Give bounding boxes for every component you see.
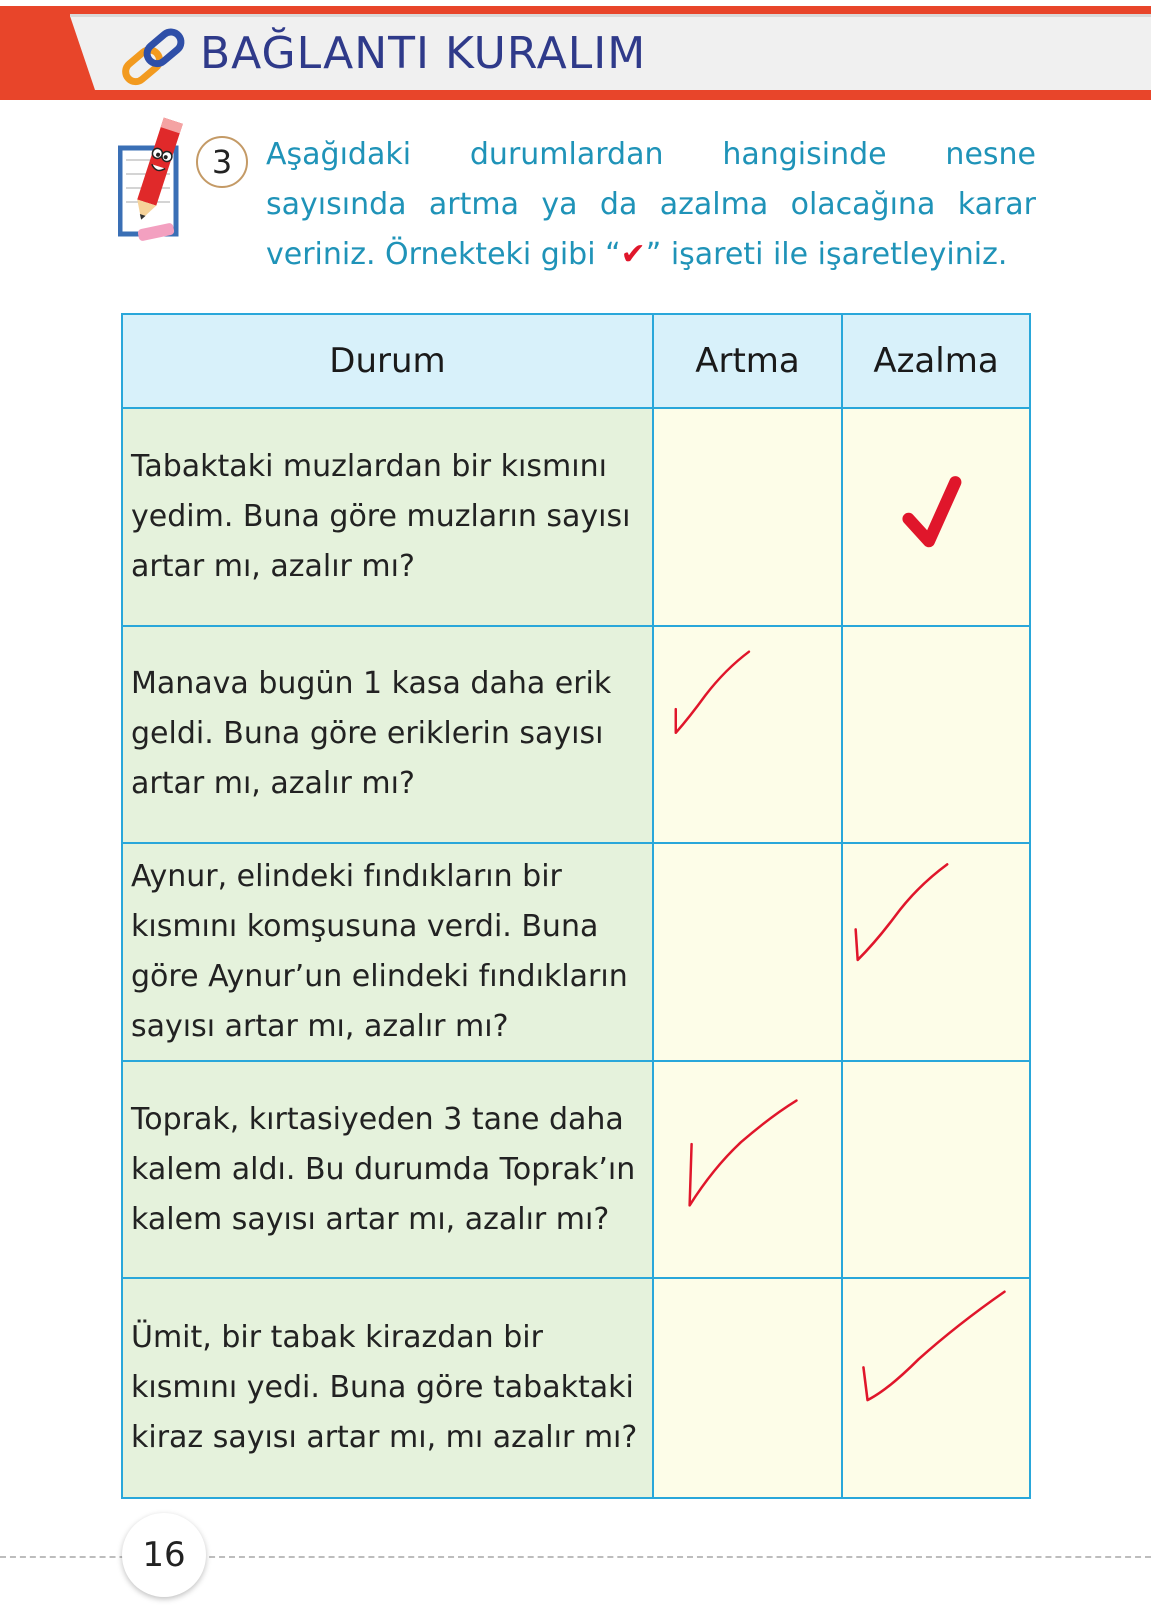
row-5-situation: Ümit, bir tabak kirazdan bir kısmını yedi. Buna göre tabaktaki kiraz sayısı artar mı, mı azalır mı? bbox=[123, 1279, 654, 1497]
pencil-mascot-icon bbox=[118, 114, 186, 246]
row-1-artma-cell[interactable] bbox=[654, 409, 843, 627]
row-2-azalma-cell[interactable] bbox=[843, 627, 1029, 845]
question-number: 3 bbox=[196, 136, 248, 188]
row-4-artma-cell[interactable] bbox=[654, 1062, 843, 1280]
row-1-check-mark-icon bbox=[843, 409, 1029, 625]
answer-table bbox=[121, 313, 1031, 1499]
header-artma: Artma bbox=[654, 315, 843, 409]
row-1-azalma-cell[interactable] bbox=[843, 409, 1029, 627]
row-3-situation: Aynur, elindeki fındıkların bir kısmını komşusuna verdi. Buna göre Aynur’un elindeki fındıkların sayısı artar mı, azalır mı? bbox=[123, 844, 654, 1062]
row-4-azalma-cell[interactable] bbox=[843, 1062, 1029, 1280]
check-mark-icon: ✔ bbox=[620, 237, 646, 272]
row-1-situation: Tabaktaki muzlardan bir kısmını yedim. Buna göre muzların sayısı artar mı, azalır mı? bbox=[123, 409, 654, 627]
question-text-after: ” işareti ile işaretleyiniz. bbox=[645, 237, 1008, 272]
row-2-artma-cell[interactable] bbox=[654, 627, 843, 845]
page-number: 16 bbox=[122, 1513, 206, 1597]
header-durum: Durum bbox=[123, 315, 654, 409]
question-text-before: Aşağıdaki durumlardan hangisinde nesne sayısında artma ya da azalma olacağına karar veriniz. Örnekteki gibi “ bbox=[266, 137, 1036, 272]
row-4-check-mark-icon bbox=[654, 1062, 841, 1278]
row-5-artma-cell[interactable] bbox=[654, 1279, 843, 1497]
question-text bbox=[266, 130, 1036, 280]
row-3-azalma-cell[interactable] bbox=[843, 844, 1029, 1062]
row-2-check-mark-icon bbox=[654, 627, 841, 843]
row-3-artma-cell[interactable] bbox=[654, 844, 843, 1062]
row-5-azalma-cell[interactable] bbox=[843, 1279, 1029, 1497]
row-3-check-mark-icon bbox=[843, 844, 1029, 1060]
header-azalma: Azalma bbox=[843, 315, 1029, 409]
row-2-situation: Manava bugün 1 kasa daha erik geldi. Buna göre eriklerin sayısı artar mı, azalır mı? bbox=[123, 627, 654, 845]
row-4-situation: Toprak, kırtasiyeden 3 tane daha kalem aldı. Bu durumda Toprak’ın kalem sayısı artar mı, azalır mı? bbox=[123, 1062, 654, 1280]
row-5-check-mark-icon bbox=[843, 1279, 1029, 1497]
section-title: BAĞLANTI KURALIM bbox=[200, 28, 647, 79]
chain-link-icon bbox=[122, 22, 192, 88]
